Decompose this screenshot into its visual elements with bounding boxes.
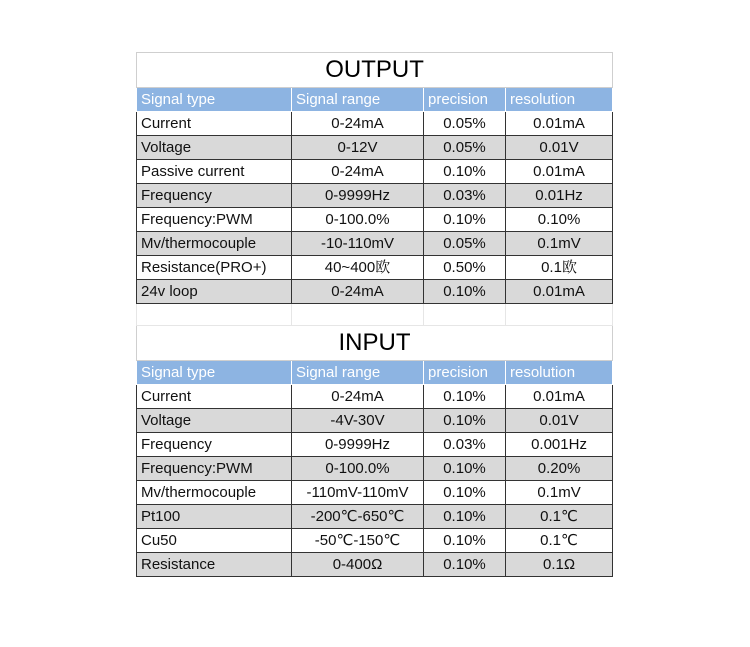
spec-sheet bbox=[136, 52, 612, 577]
table-row bbox=[137, 256, 613, 280]
output-cell-resolution: 0.01V bbox=[506, 136, 613, 160]
output-cell-precision: 0.50% bbox=[424, 256, 506, 280]
input-cell-resolution: 0.01mA bbox=[506, 385, 613, 409]
input-header-signal-range: Signal range bbox=[292, 361, 424, 385]
table-row bbox=[137, 481, 613, 505]
spacer-cell bbox=[506, 304, 613, 326]
output-cell-resolution: 0.1mV bbox=[506, 232, 613, 256]
input-cell-resolution: 0.20% bbox=[506, 457, 613, 481]
output-cell-signal-type: 24v loop bbox=[137, 280, 292, 304]
input-cell-resolution: 0.1℃ bbox=[506, 529, 613, 553]
table-row bbox=[137, 409, 613, 433]
output-cell-precision: 0.10% bbox=[424, 160, 506, 184]
output-header-signal-range: Signal range bbox=[292, 88, 424, 112]
table-row bbox=[137, 232, 613, 256]
input-cell-signal-range: -200℃-650℃ bbox=[292, 505, 424, 529]
input-cell-precision: 0.10% bbox=[424, 457, 506, 481]
input-cell-precision: 0.10% bbox=[424, 385, 506, 409]
input-cell-resolution: 0.1Ω bbox=[506, 553, 613, 577]
input-header-resolution: resolution bbox=[506, 361, 613, 385]
input-cell-precision: 0.10% bbox=[424, 505, 506, 529]
output-cell-signal-type: Frequency:PWM bbox=[137, 208, 292, 232]
input-cell-precision: 0.10% bbox=[424, 553, 506, 577]
input-cell-signal-type: Cu50 bbox=[137, 529, 292, 553]
table-row bbox=[137, 112, 613, 136]
spacer-cell bbox=[424, 304, 506, 326]
spacer-cell bbox=[292, 304, 424, 326]
output-cell-resolution: 0.01Hz bbox=[506, 184, 613, 208]
input-title: INPUT bbox=[137, 326, 613, 361]
table-row bbox=[137, 553, 613, 577]
output-header-precision: precision bbox=[424, 88, 506, 112]
section-spacer-row bbox=[137, 304, 613, 326]
output-header-resolution: resolution bbox=[506, 88, 613, 112]
table-row bbox=[137, 505, 613, 529]
input-cell-resolution: 0.1mV bbox=[506, 481, 613, 505]
output-cell-resolution: 0.1欧 bbox=[506, 256, 613, 280]
output-cell-resolution: 0.01mA bbox=[506, 112, 613, 136]
input-cell-precision: 0.10% bbox=[424, 409, 506, 433]
output-cell-signal-type: Resistance(PRO+) bbox=[137, 256, 292, 280]
input-cell-precision: 0.10% bbox=[424, 529, 506, 553]
output-cell-precision: 0.03% bbox=[424, 184, 506, 208]
input-cell-signal-type: Frequency bbox=[137, 433, 292, 457]
output-cell-precision: 0.10% bbox=[424, 208, 506, 232]
spacer-cell bbox=[137, 304, 292, 326]
output-cell-signal-range: 0-24mA bbox=[292, 112, 424, 136]
output-title-row bbox=[137, 53, 613, 88]
table-row bbox=[137, 433, 613, 457]
output-cell-resolution: 0.10% bbox=[506, 208, 613, 232]
input-cell-signal-type: Frequency:PWM bbox=[137, 457, 292, 481]
output-cell-signal-range: 0-12V bbox=[292, 136, 424, 160]
output-cell-signal-range: 40~400欧 bbox=[292, 256, 424, 280]
output-title: OUTPUT bbox=[137, 53, 613, 88]
output-cell-precision: 0.05% bbox=[424, 136, 506, 160]
input-cell-signal-type: Voltage bbox=[137, 409, 292, 433]
table-row bbox=[137, 280, 613, 304]
output-cell-signal-type: Passive current bbox=[137, 160, 292, 184]
input-cell-signal-range: -110mV-110mV bbox=[292, 481, 424, 505]
input-cell-signal-type: Pt100 bbox=[137, 505, 292, 529]
input-cell-resolution: 0.001Hz bbox=[506, 433, 613, 457]
input-cell-precision: 0.10% bbox=[424, 481, 506, 505]
output-cell-signal-range: 0-24mA bbox=[292, 160, 424, 184]
output-cell-signal-type: Current bbox=[137, 112, 292, 136]
output-header-row bbox=[137, 88, 613, 112]
input-cell-signal-type: Mv/thermocouple bbox=[137, 481, 292, 505]
input-cell-precision: 0.03% bbox=[424, 433, 506, 457]
output-cell-signal-type: Mv/thermocouple bbox=[137, 232, 292, 256]
output-header-signal-type: Signal type bbox=[137, 88, 292, 112]
input-cell-signal-type: Resistance bbox=[137, 553, 292, 577]
table-row bbox=[137, 457, 613, 481]
output-cell-precision: 0.10% bbox=[424, 280, 506, 304]
output-cell-signal-range: 0-9999Hz bbox=[292, 184, 424, 208]
input-cell-signal-range: 0-9999Hz bbox=[292, 433, 424, 457]
output-cell-precision: 0.05% bbox=[424, 232, 506, 256]
input-cell-signal-range: -50℃-150℃ bbox=[292, 529, 424, 553]
input-cell-signal-range: 0-100.0% bbox=[292, 457, 424, 481]
output-cell-signal-range: -10-110mV bbox=[292, 232, 424, 256]
table-row bbox=[137, 184, 613, 208]
input-header-signal-type: Signal type bbox=[137, 361, 292, 385]
table-row bbox=[137, 529, 613, 553]
output-cell-signal-type: Frequency bbox=[137, 184, 292, 208]
table-row bbox=[137, 136, 613, 160]
input-cell-signal-range: -4V-30V bbox=[292, 409, 424, 433]
table-row bbox=[137, 160, 613, 184]
table-row bbox=[137, 208, 613, 232]
output-cell-signal-type: Voltage bbox=[137, 136, 292, 160]
output-cell-resolution: 0.01mA bbox=[506, 160, 613, 184]
input-header-precision: precision bbox=[424, 361, 506, 385]
output-cell-precision: 0.05% bbox=[424, 112, 506, 136]
input-cell-resolution: 0.01V bbox=[506, 409, 613, 433]
spec-table bbox=[136, 52, 613, 577]
output-cell-signal-range: 0-24mA bbox=[292, 280, 424, 304]
input-cell-resolution: 0.1℃ bbox=[506, 505, 613, 529]
input-cell-signal-range: 0-24mA bbox=[292, 385, 424, 409]
output-cell-resolution: 0.01mA bbox=[506, 280, 613, 304]
input-header-row bbox=[137, 361, 613, 385]
input-title-row bbox=[137, 326, 613, 361]
table-row bbox=[137, 385, 613, 409]
input-cell-signal-range: 0-400Ω bbox=[292, 553, 424, 577]
output-cell-signal-range: 0-100.0% bbox=[292, 208, 424, 232]
input-cell-signal-type: Current bbox=[137, 385, 292, 409]
